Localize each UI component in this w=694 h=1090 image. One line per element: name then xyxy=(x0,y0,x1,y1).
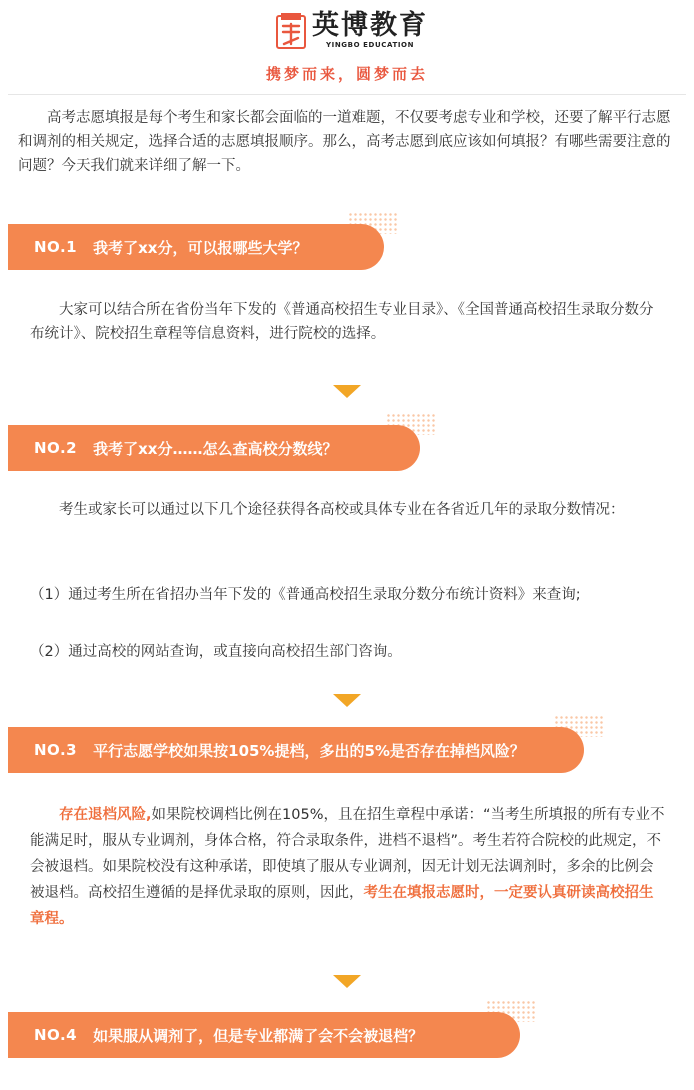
logo-text-en: YINGBO EDUCATION xyxy=(325,40,415,49)
list-item: （2）通过高校的网站查询，或直接向高校招生部门咨询。 xyxy=(30,644,402,660)
section-3-body xyxy=(30,802,666,932)
logo-text-cn: 英博教育 xyxy=(312,9,428,41)
section-heading-1 xyxy=(8,224,384,270)
section-title: 平行志愿学校如果按105%提档，多出的5%是否存在掉档风险？ xyxy=(93,741,525,760)
down-arrow-icon xyxy=(333,975,361,988)
section-number: NO.4 xyxy=(34,1026,78,1044)
list-item: （1）通过考生所在省招办当年下发的《普通高校招生录取分数分布统计资料》来查询; xyxy=(30,587,581,603)
section-2-body: 考生或家长可以通过以下几个途径获得各高校或具体专业在各省近几年的录取分数情况： xyxy=(59,502,625,518)
advice-highlight: 考生在填报志愿时，一定要认真研读高校招生章程。 xyxy=(30,885,654,927)
header xyxy=(0,0,694,92)
section-heading-4 xyxy=(8,1012,520,1058)
logo xyxy=(276,8,428,52)
section-heading-2 xyxy=(8,425,420,471)
down-arrow-icon xyxy=(333,694,361,707)
section-1-body: 大家可以结合所在省份当年下发的《普通高校招生专业目录》、《全国普通高校招生录取分数分布统计》、院校招生章程等信息资料，进行院校的选择。 xyxy=(30,302,654,342)
section-3-text: 如果院校调档比例在105%，且在招生章程中承诺：“当考生所填报的所有专业不能满足时，服从专业调剂，身体合格，符合录取条件，进档不退档”。考生若符合院校的此规定，不会被退档。如果院校没有这种承诺，即使填了服从专业调剂，因无计划无法调剂时，多余的比例会被退档。高校招生遵循的是择优录取的原则，因此， xyxy=(30,807,665,901)
intro-paragraph: 高考志愿填报是每个考生和家长都会面临的一道难题，不仅要考虑专业和学校，还要了解平行志愿和调剂的相关规定，选择合适的志愿填报顺序。那么，高考志愿到底应该如何填报？有哪些需要注意的问题？今天我们就来详细了解一下。 xyxy=(18,110,671,174)
section-heading-3 xyxy=(8,727,584,773)
slogan: 携梦而来，圆梦而去 xyxy=(265,65,428,83)
section-title: 我考了xx分，可以报哪些大学？ xyxy=(93,238,308,257)
down-arrow-icon xyxy=(333,385,361,398)
yingbo-logo-icon xyxy=(276,10,306,50)
section-title: 如果服从调剂了，但是专业都满了会不会被退档？ xyxy=(93,1026,424,1045)
section-number: NO.3 xyxy=(34,741,78,759)
risk-highlight: 存在退档风险, xyxy=(59,807,152,823)
section-number: NO.1 xyxy=(34,238,78,256)
section-title: 我考了xx分……怎么查高校分数线？ xyxy=(93,439,338,458)
section-number: NO.2 xyxy=(34,439,78,457)
header-divider xyxy=(8,94,686,95)
